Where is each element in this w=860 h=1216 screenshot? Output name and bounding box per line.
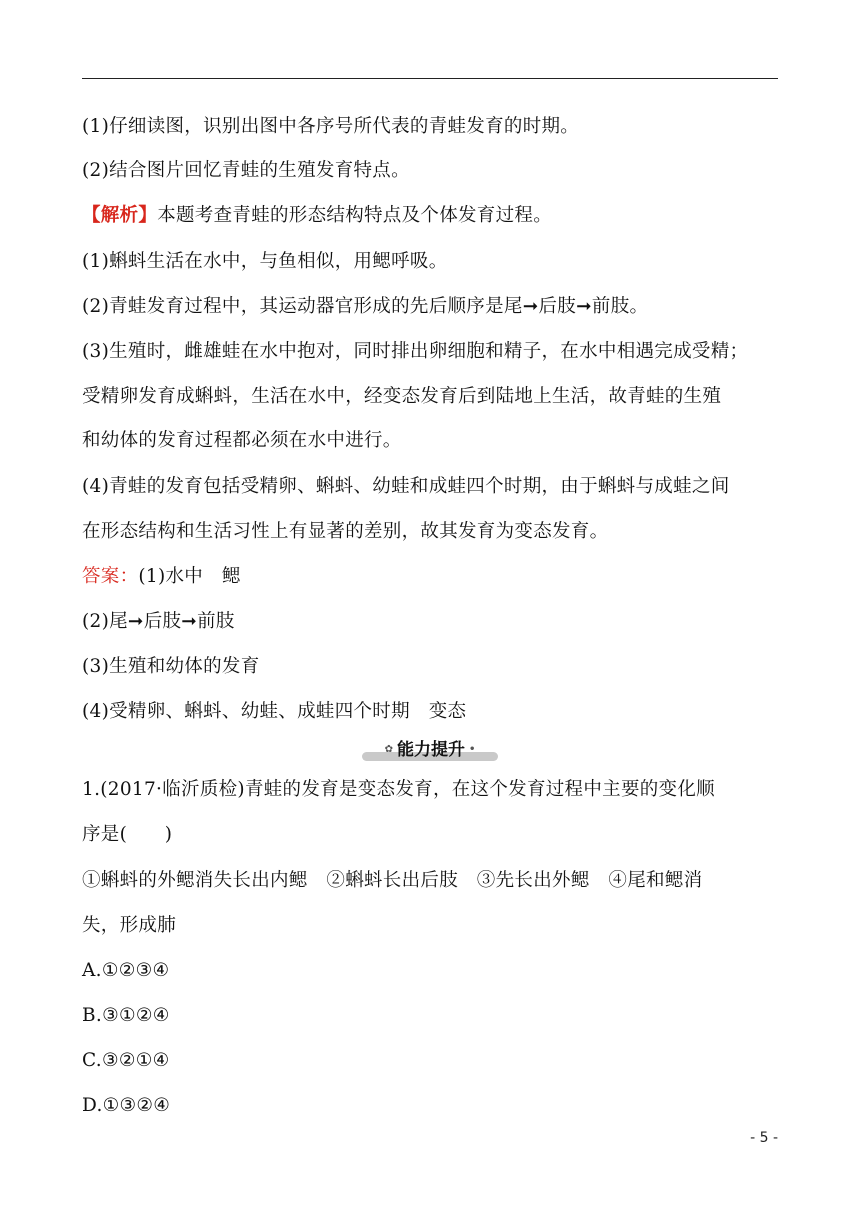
section-title: 能力提升: [396, 740, 465, 760]
analysis-point-4-line-1: (4)青蛙的发育包括受精卵、蝌蚪、幼蛙和成蛙四个时期，由于蝌蚪与成蛙之间: [82, 476, 730, 497]
analysis-point-3-line-3: 和幼体的发育过程都必须在水中进行。: [82, 430, 402, 451]
analysis-point-4-line-2: 在形态结构和生活习性上有显著的差别，故其发育为变态发育。: [82, 521, 609, 542]
answer-3: (3)生殖和幼体的发育: [82, 656, 260, 677]
answer-4: (4)受精卵、蝌蚪、幼蛙、成蛙四个时期 变态: [82, 701, 467, 722]
option-c: C.③②①④: [82, 1050, 170, 1071]
answer-1-text: (1)水中 鳃: [138, 566, 241, 587]
dot-icon: •: [468, 744, 476, 755]
option-a: A.①②③④: [82, 960, 170, 981]
analysis-tag: 【解析】: [82, 205, 158, 226]
problem-1-items-line-1: ①蝌蚪的外鳃消失长出内鳃 ②蝌蚪长出后肢 ③先长出外鳃 ④尾和鳃消: [82, 870, 703, 891]
analysis-intro-text: 本题考查青蛙的形态结构特点及个体发育过程。: [157, 205, 553, 226]
answer-label: 答案：: [82, 566, 139, 587]
question-2: (2)结合图片回忆青蛙的生殖发育特点。: [82, 160, 410, 181]
problem-1-stem-line-1: 1.(2017·临沂质检)青蛙的发育是变态发育，在这个发育过程中主要的变化顺: [82, 779, 715, 800]
question-1: (1)仔细读图，识别出图中各序号所代表的青蛙发育的时期。: [82, 116, 580, 137]
analysis-point-1: (1)蝌蚪生活在水中，与鱼相似，用鳃呼吸。: [82, 251, 448, 272]
analysis-point-2: (2)青蛙发育过程中，其运动器官形成的先后顺序是尾➞后肢➞前肢。: [82, 296, 649, 317]
analysis-point-3-line-2: 受精卵发育成蝌蚪，生活在水中，经变态发育后到陆地上生活，故青蛙的生殖: [82, 386, 722, 407]
analysis-point-3-line-1: (3)生殖时，雌雄蛙在水中抱对，同时排出卵细胞和精子，在水中相遇完成受精；: [82, 341, 749, 362]
problem-1-stem-line-2: 序是( ): [82, 824, 173, 845]
analysis-intro: [82, 205, 552, 227]
answer-1: [82, 566, 241, 588]
section-banner: [350, 738, 510, 762]
page-number: - 5 -: [750, 1130, 778, 1146]
option-d: D.①③②④: [82, 1095, 171, 1116]
option-b: B.③①②④: [82, 1005, 170, 1026]
problem-1-items-line-2: 失，形成肺: [82, 915, 177, 936]
answer-2: (2)尾➞后肢➞前肢: [82, 611, 235, 632]
leaf-icon: ✿: [384, 744, 393, 755]
header-rule: [82, 78, 778, 79]
